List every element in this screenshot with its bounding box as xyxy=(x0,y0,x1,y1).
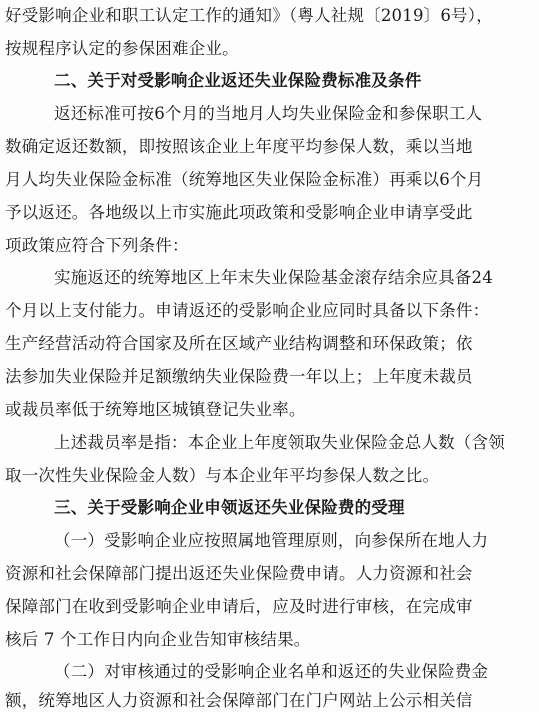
text-line: 个月以上支付能力。申请返还的受影响企业应同时具备以下条件： xyxy=(5,301,490,320)
text-line: 好受影响企业和职工认定工作的通知》（粤人社规〔2019〕6号）， xyxy=(5,6,493,25)
text-line: 按规程序认定的参保困难企业。 xyxy=(5,39,239,58)
text-line: 实施返还的统筹地区上年末失业保险基金滚存结余应具备24 xyxy=(54,268,493,287)
text-line: 返还标准可按6个月的当地月人均失业保险金和参保职工人 xyxy=(54,104,483,123)
text-line: 保障部门在收到受影响企业申请后，应及时进行审核，在完成审 xyxy=(5,597,473,616)
text-line: 项政策应符合下列条件： xyxy=(5,236,189,255)
text-line: 予以返还。各地级以上市实施此项政策和受影响企业申请享受此 xyxy=(5,203,473,222)
text-line: 或裁员率低于统筹地区城镇登记失业率。 xyxy=(5,400,306,419)
text-line: 取一次性失业保险金人数）与本企业年平均参保人数之比。 xyxy=(5,466,440,485)
text-line: 生产经营活动符合国家及所在区域产业结构调整和环保政策；依 xyxy=(5,334,473,353)
text-line: 额，统筹地区人力资源和社会保障部门在门户网站上公示相关信 xyxy=(5,691,473,710)
text-line: 资源和社会保障部门提出返还失业保险费申请。人力资源和社会 xyxy=(5,564,473,583)
text-line: 法参加失业保险并足额缴纳失业保险费一年以上；上年度未裁员 xyxy=(5,367,473,386)
text-line: 上述裁员率是指：本企业上年度领取失业保险金总人数（含领 xyxy=(54,433,505,452)
text-line: 核后 7 个工作日内向企业告知审核结果。 xyxy=(5,630,311,649)
section-heading: 二、关于对受影响企业返还失业保险费标准及条件 xyxy=(54,71,422,90)
section-heading: 三、关于受影响企业申领返还失业保险费的受理 xyxy=(54,498,405,517)
text-line: 月人均失业保险金标准（统筹地区失业保险金标准）再乘以6个月 xyxy=(5,170,484,189)
text-line: （二）对审核通过的受影响企业名单和返还的失业保险费金 xyxy=(54,662,489,681)
text-line: （一）受影响企业应按照属地管理原则，向参保所在地人力 xyxy=(54,531,489,550)
text-line: 数确定返还数额，即按照该企业上年度平均参保人数，乘以当地 xyxy=(5,137,473,156)
